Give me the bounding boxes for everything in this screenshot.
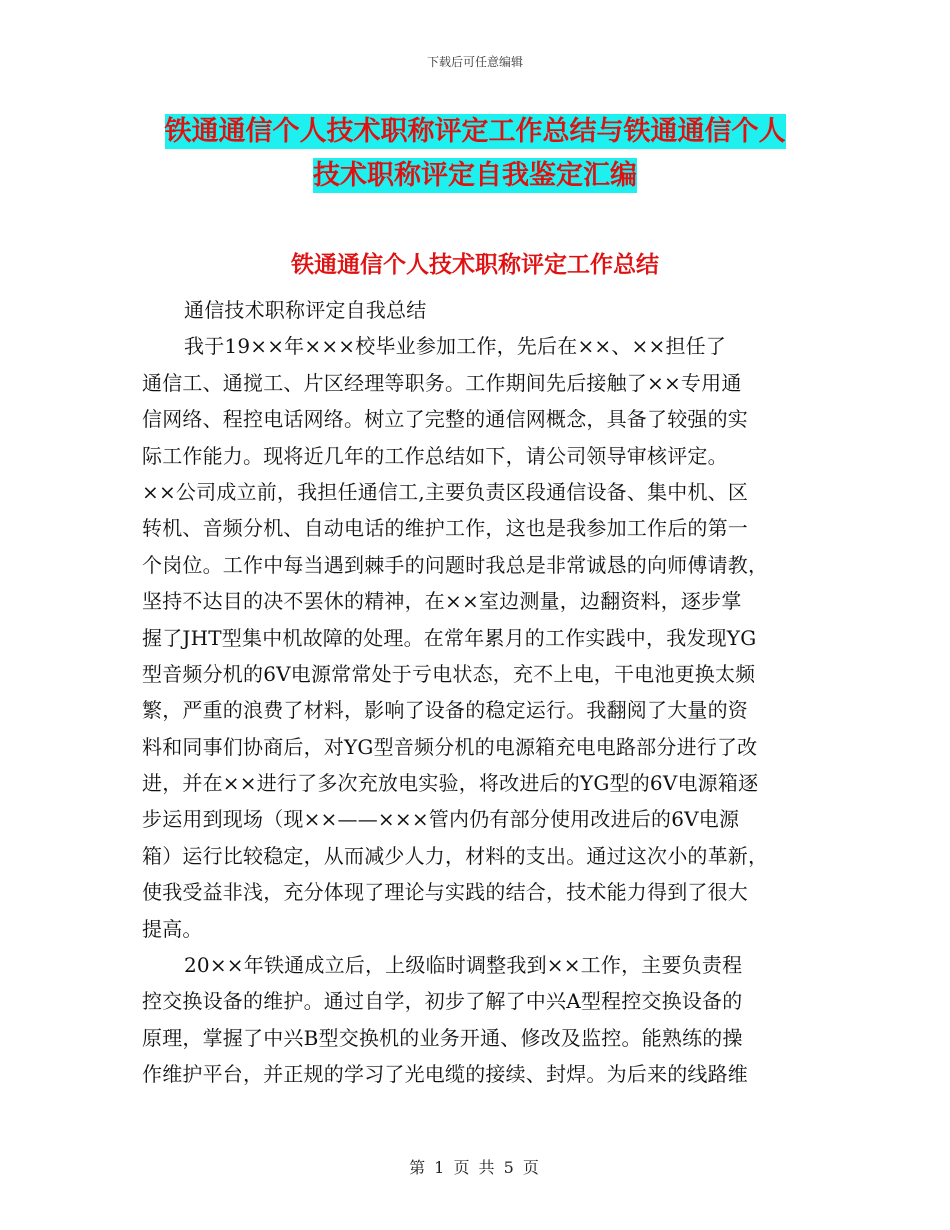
paragraph-line: 个岗位。工作中每当遇到棘手的问题时我总是非常诚恳的向师傅请教，	[142, 552, 769, 577]
paragraph-line: 使我受益非浅，充分体现了理论与实践的结合，技术能力得到了很大	[142, 880, 748, 905]
paragraph-line: 作维护平台，并正规的学习了光电缆的接续、封焊。为后来的线路维	[142, 1062, 748, 1087]
paragraph-line: 握了JHT型集中机故障的处理。在常年累月的工作实践中，我发现YG	[142, 625, 757, 650]
paragraph-line: 通信工、通搅工、片区经理等职务。工作期间先后接触了××专用通	[142, 370, 742, 395]
paragraph-line: 我于19××年×××校毕业参加工作，先后在××、××担任了	[184, 334, 727, 359]
paragraph-line: 际工作能力。现将近几年的工作总结如下，请公司领导审核评定。	[142, 443, 728, 468]
paragraph-line: 繁，严重的浪费了材料，影响了设备的稳定运行。我翻阅了大量的资	[142, 698, 748, 723]
paragraph-line: 型音频分机的6V电源常常处于亏电状态，充不上电，干电池更换太频	[142, 661, 756, 686]
paragraph-line: 控交换设备的维护。通过自学，初步了解了中兴A型程控交换设备的	[142, 989, 743, 1014]
paragraph-line: 信网络、程控电话网络。树立了完整的通信网概念，具备了较强的实	[142, 407, 748, 432]
paragraph-line: 原理，掌握了中兴B型交换机的业务开通、修改及监控。能熟练的操	[142, 1025, 743, 1050]
document-title-line-2: 技术职称评定自我鉴定汇编	[313, 160, 637, 191]
header-note: 下载后可任意编辑	[426, 55, 523, 69]
page-number: 第 1 页 共 5 页	[409, 1158, 541, 1177]
paragraph-line: 20××年铁通成立后，上级临时调整我到××工作，主要负责程	[184, 953, 743, 978]
paragraph-line: 提高。	[142, 916, 203, 941]
paragraph-line: ××公司成立前，我担任通信工,主要负责区段通信设备、集中机、区	[142, 479, 749, 504]
document-title-line-1: 铁通通信个人技术职称评定工作总结与铁通通信个人	[164, 116, 786, 147]
paragraph-line: 坚持不达目的决不罢休的精神，在××室边测量，边翻资料，逐步掌	[142, 589, 742, 614]
document-title	[140, 110, 810, 198]
paragraph-line: 进，并在××进行了多次充放电实验，将改进后的YG型的6V电源箱逐	[142, 771, 759, 796]
paragraph-line: 料和同事们协商后，对YG型音频分机的电源箱充电电路部分进行了改	[142, 734, 758, 759]
body-text	[142, 292, 812, 1093]
paragraph-line: 步运用到现场（现××——×××管内仍有部分使用改进后的6V电源	[142, 807, 740, 832]
paragraph-line: 箱）运行比较稳定，从而减少人力，材料的支出。通过这次小的革新，	[142, 843, 769, 868]
paragraph-subtitle: 通信技术职称评定自我总结	[184, 298, 427, 322]
paragraph-line: 转机、音频分机、自动电话的维护工作，这也是我参加工作后的第一	[142, 516, 748, 541]
section-title: 铁通通信个人技术职称评定工作总结	[291, 252, 659, 278]
